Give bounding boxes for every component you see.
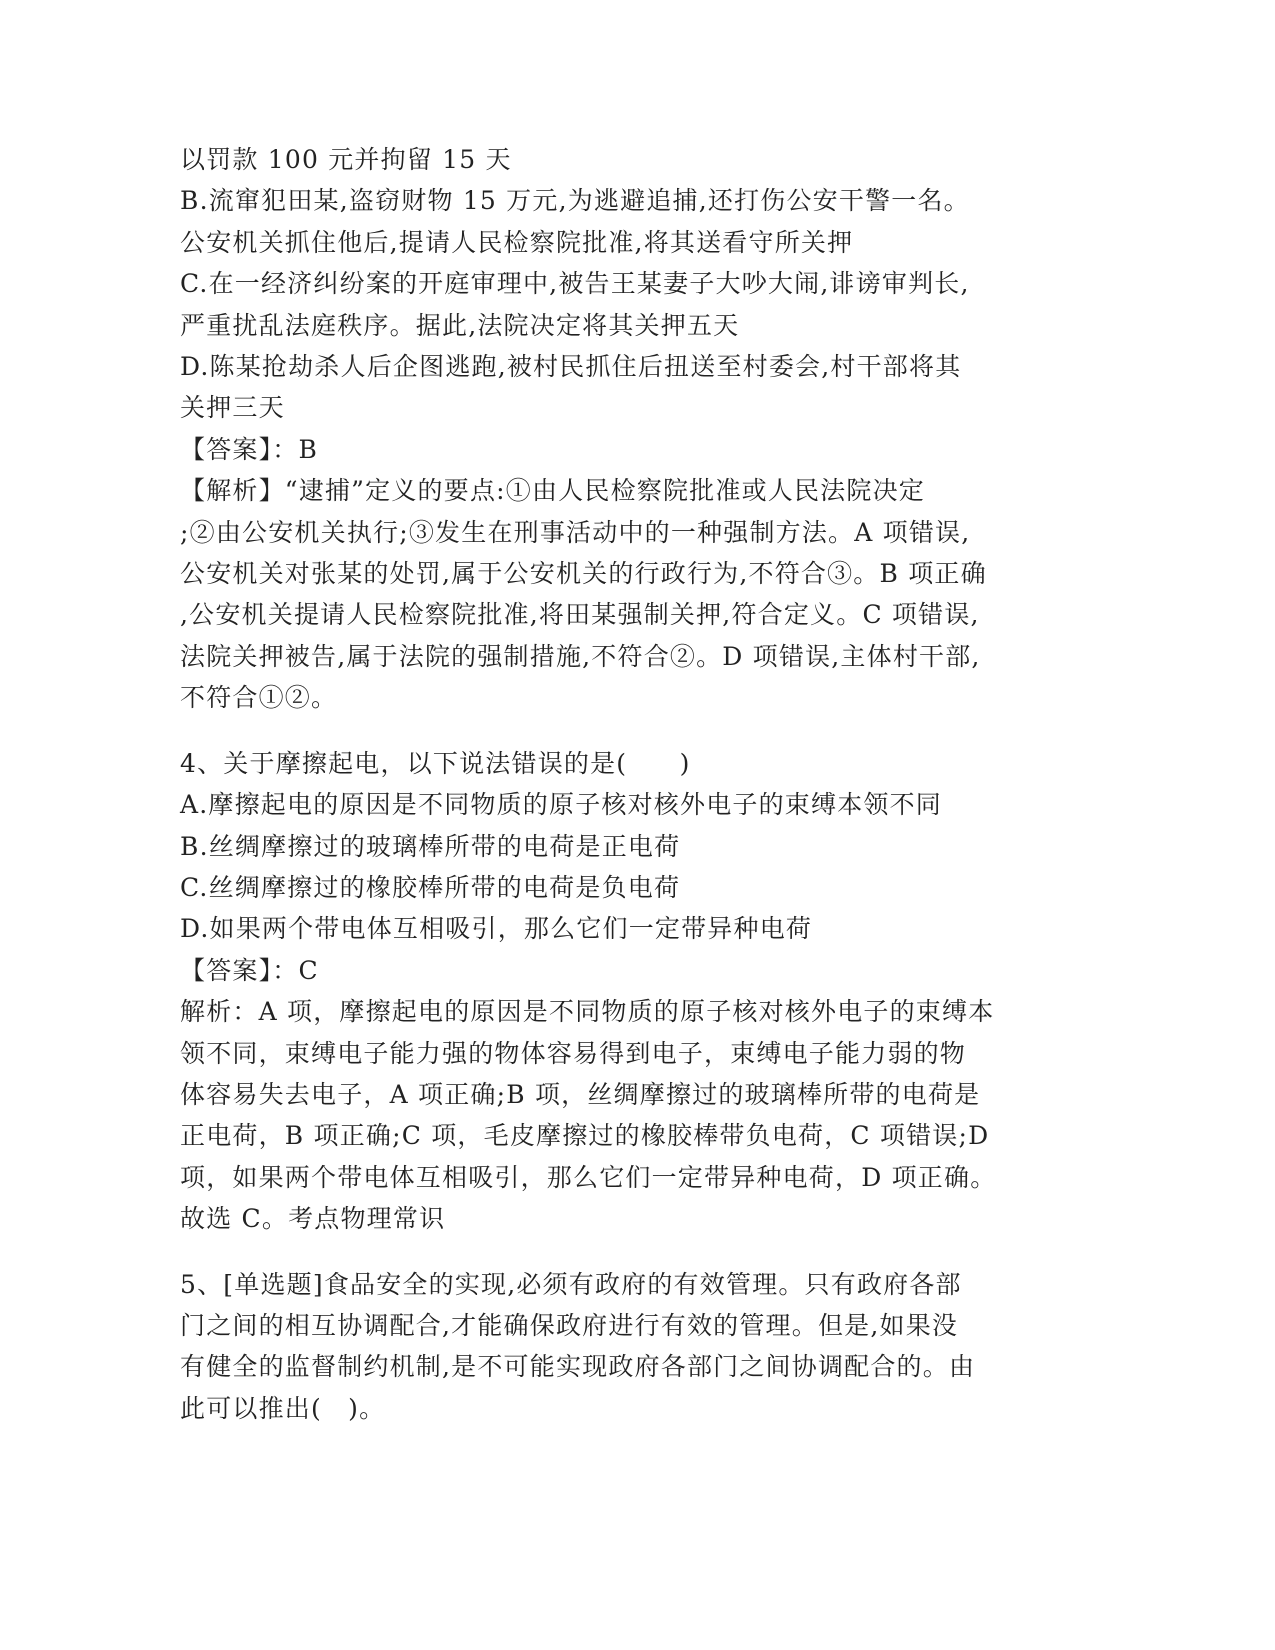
q3-option-b-line-1: B.流窜犯田某,盗窃财物 15 万元,为逃避追捕,还打伤公安干警一名。: [180, 186, 970, 216]
q4-analysis-line-4: 正电荷，B 项正确;C 项，毛皮摩擦过的橡胶棒带负电荷，C 项错误;D: [180, 1121, 990, 1151]
q3-option-b-line-2: 公安机关抓住他后,提请人民检察院批准,将其送看守所关押: [180, 227, 854, 257]
q3-option-a-tail: 以罚款 100 元并拘留 15 天: [180, 145, 512, 174]
q3-option-d-line-2: 关押三天: [180, 393, 285, 423]
document-page: [180, 139, 1040, 1429]
q4-analysis-line-5: 项，如果两个带电体互相吸引，那么它们一定带异种电荷，D 项正确。: [180, 1162, 997, 1192]
q3-analysis-line-4: ,公安机关提请人民检察院批准,将田某强制关押,符合定义。C 项错误,: [180, 600, 980, 630]
q3-analysis-line-2: ;②由公安机关执行;③发生在刑事活动中的一种强制方法。A 项错误,: [180, 517, 971, 547]
q3-analysis-line-1: 【解析】“逮捕”定义的要点:①由人民检察院批准或人民法院决定: [180, 476, 925, 506]
q3-option-c-line-1: C.在一经济纠纷案的开庭审理中,被告王某妻子大吵大闹,诽谤审判长,: [180, 269, 970, 299]
q4-analysis-line-2: 领不同，束缚电子能力强的物体容易得到电子，束缚电子能力弱的物: [180, 1038, 967, 1068]
q5-stem-line-2: 门之间的相互协调配合,才能确保政府进行有效的管理。但是,如果没: [180, 1310, 959, 1340]
q3-analysis-line-5: 法院关押被告,属于法院的强制措施,不符合②。D 项错误,主体村干部,: [180, 641, 981, 671]
q3-option-d-line-1: D.陈某抢劫杀人后企图逃跑,被村民抓住后扭送至村委会,村干部将其: [180, 352, 962, 382]
q3-option-c-line-2: 严重扰乱法庭秩序。据此,法院决定将其关押五天: [180, 310, 740, 340]
q4-answer: 【答案】：C: [180, 955, 319, 985]
q3-analysis-line-6: 不符合①②。: [180, 683, 338, 713]
q4-analysis-line-6: 故选 C。考点物理常识: [180, 1204, 446, 1234]
q3-analysis-line-3: 公安机关对张某的处罚,属于公安机关的行政行为,不符合③。B 项正确: [180, 559, 987, 589]
q4-option-d: D.如果两个带电体互相吸引，那么它们一定带异种电荷: [180, 914, 813, 944]
q4-stem: 4、关于摩擦起电，以下说法错误的是( ): [180, 748, 691, 778]
section-gap: [180, 1240, 1040, 1264]
q5-stem-line-4: 此可以推出( )。: [180, 1393, 386, 1423]
q5-stem-line-3: 有健全的监督制约机制,是不可能实现政府各部门之间协调配合的。由: [180, 1352, 976, 1382]
q4-analysis-line-1: 解析：A 项，摩擦起电的原因是不同物质的原子核对核外电子的束缚本: [180, 997, 995, 1027]
section-gap: [180, 719, 1040, 743]
q4-option-b: B.丝绸摩擦过的玻璃棒所带的电荷是正电荷: [180, 831, 681, 861]
q5-stem-line-1: 5、[单选题]食品安全的实现,必须有政府的有效管理。只有政府各部: [180, 1269, 962, 1299]
q4-option-c: C.丝绸摩擦过的橡胶棒所带的电荷是负电荷: [180, 872, 681, 902]
q3-answer: 【答案】：B: [180, 434, 319, 464]
q4-option-a: A.摩擦起电的原因是不同物质的原子核对核外电子的束缚本领不同: [180, 790, 943, 820]
q4-analysis-line-3: 体容易失去电子，A 项正确;B 项，丝绸摩擦过的玻璃棒所带的电荷是: [180, 1079, 981, 1109]
